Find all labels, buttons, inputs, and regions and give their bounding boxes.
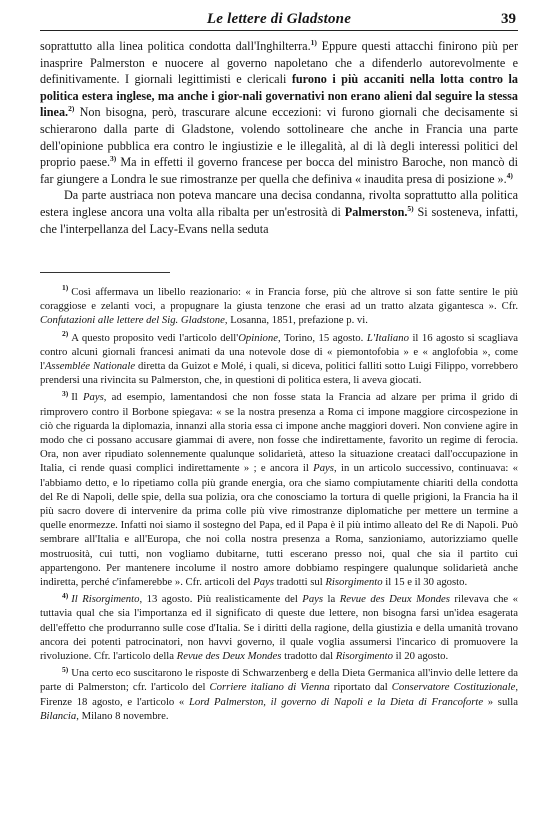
footnote-2: $^{2)}$ A questo proposito vedi l'articolo dell'Opinione, Torino, 15 agosto. L'Italiano il 16 agosto si scagliava contro alcuni giornali francesi animati da una notevole dose di « piemontofobia » e « anglofobia », come l'Assemblée Nationale diretta da Guizot e Molé, i quali, si diceva, politici falliti sotto Luigi Filippo, vorrebbero prendersi una rivincita su Palmerston, che, in questioni di politica estera, li aveva giocati. <box>40 329 519 387</box>
main-text <box>40 38 518 237</box>
footnotes <box>40 285 518 726</box>
footnote-ref-1: 1) <box>310 37 317 47</box>
footnote-separator <box>40 272 170 273</box>
paragraph-1: soprattutto alla linea politica condotta dall'Inghilterra.$^{1)}$ Eppure questi attacchi finirono più per inasprire Palmerston e nuocere al governo napoletano che a difenderlo autorevolmente e definitivamente. I giornali legittimisti e clericali furono i più accaniti nella lotta contro la politica estera inglese, ma anche i gior-nali governativi non erano alieni dal seguire la stessa linea.$^{2)}$ Non bisogna, però, trascurare alcune eccezioni: vi furono giornali che decisamente si schierarono dalla parte di Gladstone, volendo sottolineare che anche in Francia una parte dell'opinione pubblica era contro le ingiustizie e le illegalità, al di là degli interessi politici del proprio paese.$^{3)}$ Ma in effetti il governo francese per bocca del ministro Baroche, non mancò di far giungere a Londra le sue rimostranze per quella che definiva « inaudita presa di posizione ».$^{4)}$ <box>40 37 519 186</box>
footnote-3: $^{3)}$ Il Pays, ad esempio, lamentandosi che non fosse stata la Francia ad alzare per prima il grido di rimprovero contro il Borbone spiegava: « se la nostra presenza a Roma ci impone maggiore circospezione in ciò che riguarda la diplomazia, innanzi alla storia essa ci impone anche maggiori doveri. Non conviene agire in modo che ci possano accusare giammai di avere, non fosse che indirettamente, favorito un regime di ferocia. Ora, non aver ripudiato solennemente qualunque solidarietà, atteso la situazione creataci dall'occupazione in Italia, ci rende quasi complici indirettamente » ; e ancora il Pays, in un articolo successivo, continuava: « l'abbiamo detto, e lo ripetiamo colla più grande energia, ora che siamo compiutamente chiariti della condotta del Re di Napoli, delle spie, della sua polizia, ora che conosciamo la tortura di quelle prigioni, la Francia ha il più sacro dovere di intervenire da prima colle più vive rimostranze diplomatiche per mettere un termine a quelle enormezze. Infatti noi siamo il sostegno del Papa, ed il Papa è il più intimo alleato del Re di Napoli. Può sembrare all'Italia e all'Europa, che noi colla nostra presenza a Roma, sanzioniamo, autorizziamo quelle mostruosità, cui tutti, non vogliamo dubitarne, tutti escerano presso noi, qual che sia il partito cui appartengono. Per mantenere incolume il nostro amore dobbiamo respingere qualunque solidarietà anche indiretta, perché c'infamerebbe ». Cfr. articoli del Pays tradotti sul Risorgimento il 15 e il 30 agosto. <box>40 388 519 589</box>
footnote-ref-2: 2) <box>68 104 75 114</box>
footnote-4: $^{4)}$ Il Risorgimento, 13 agosto. Più realisticamente del Pays la Revue des Deux Mondes rilevava che « tuttavia qual che sia l'importanza ed il significato di queste due lettere, non bisogna farsi un'idea esagerata dell'effetto che produrranno sulle cose d'Italia. Se i diritti della ragione, della giustizia e della umanità trovano ancora dei potenti patrocinatori, non havvi governo, il quale voglia assumersi l'incarico di promuovere la rivoluzione. Cfr. l'articolo della Revue des Deux Mondes tradotto dal Risorgimento il 20 agosto. <box>40 590 518 663</box>
footnote-ref-4: 4) <box>506 170 513 180</box>
footnote-5: $^{5)}$ Una certo eco suscitarono le risposte di Schwarzenberg e della Dieta Germanica all'invio delle lettere da parte di Palmerston; cfr. l'articolo del Corriere italiano di Vienna riportato dal Conservatore Costituzionale, Firenze 18 agosto, e l'articolo « Lord Palmerston, il governo di Napoli e la Dieta di Francoforte » sulla Bilancia, Milano 8 novembre. <box>40 664 518 722</box>
paragraph-2: Da parte austriaca non poteva mancare una decisa condanna, rivolta soprattutto alla politica estera inglese ancora una volta alla ribalta per un'estrosità di Palmerston.$^{5)}$ Si sosteneva, infatti, che l'interpellanza del Lacy-Evans nella seduta <box>40 188 519 236</box>
running-title: Le lettere di Gladstone <box>206 11 352 27</box>
page-number: 39 <box>501 11 516 27</box>
footnote-1: $^{1)}$ Così affermava un libello reazionario: « in Francia forse, più che altrove si son fatte sentire le più coraggiose e zelanti voci, a propugnare la giusta tenzone che erasi ad un tratto alzata gigantesca ». Cfr. Confutazioni alle lettere del Sig. Gladstone, Losanna, 1851, prefazione p. vi. <box>40 283 518 327</box>
footnote-ref-5: 5) <box>407 203 414 213</box>
running-header <box>40 8 518 31</box>
footnote-ref-3: 3) <box>110 154 117 164</box>
